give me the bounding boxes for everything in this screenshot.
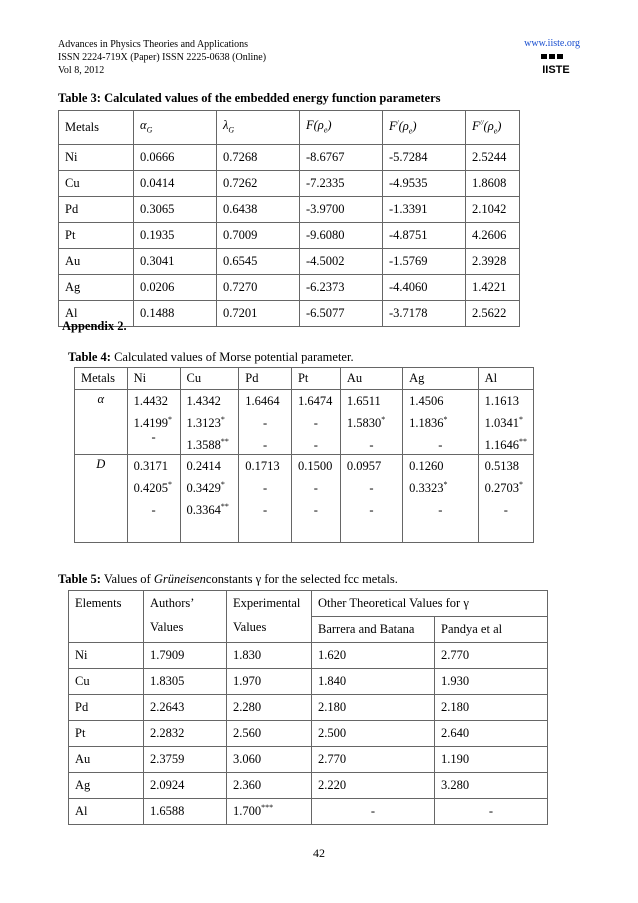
table3-cell: Al [59,300,134,326]
table5-cell: Pd [69,695,144,721]
table4-d-ni: 0.3171 0.4205* - [127,455,180,543]
table3-cell: Pt [59,222,134,248]
table3-h-f: $F(\rho_e)$ [300,111,383,145]
table5-cell: 2.280 [227,695,312,721]
table5-cell: 1.620 [312,643,435,669]
table3-h-metals: Metals [59,111,134,145]
table3-cell: 2.5622 [466,300,520,326]
table4-d-ag: 0.1260 0.3323* - [403,455,479,543]
table5-cell: 3.060 [227,747,312,773]
table3-cell: 0.0206 [134,274,217,300]
table3-cell: 1.8608 [466,170,520,196]
table4-d-pd: 0.1713 - - [239,455,292,543]
volume-line: Vol 8, 2012 [58,65,105,76]
table-row [69,721,548,747]
table4-alpha-au: 1.6511 1.5830* - [340,390,402,455]
table3-cell: Ni [59,144,134,170]
table3-cell: 0.3041 [134,248,217,274]
table3-cell: -4.5002 [300,248,383,274]
table3-cell: -4.4060 [383,274,466,300]
table-row [69,695,548,721]
table5-cell: Ni [69,643,144,669]
table5-h-barrera: Barrera and Batana [312,617,435,643]
table4-header-row [75,368,534,390]
table5-caption: Table 5: Values of Grüneisenconstants γ for the selected fcc metals. [58,572,398,586]
table5-cell: 3.280 [435,773,548,799]
journal-name: Advances in Physics Theories and Applications [58,39,249,50]
table3-cell: 0.7262 [217,170,300,196]
table5-cell: 2.560 [227,721,312,747]
table3-cell: -7.2335 [300,170,383,196]
table4-d-cu: 0.2414 0.3429* 0.3364** [180,455,239,543]
table3-cell: 0.1935 [134,222,217,248]
table5 [68,590,548,825]
table3-cell: 2.5244 [466,144,520,170]
table3-cell: 2.3928 [466,248,520,274]
table3-h-lambda: $\lambda_G$ [217,111,300,145]
table5-h-elements: Elements [69,591,144,643]
table5-cell: - [312,799,435,825]
table3-h-f2: $F^{//}(\rho_e)$ [466,111,520,145]
table5-cell: Au [69,747,144,773]
logo-text: IISTE [542,64,570,75]
table4-alpha-al: 1.1613 1.0341* 1.1646** [478,390,533,455]
table-row [59,300,520,326]
table3-cell: -9.6080 [300,222,383,248]
table-row [59,144,520,170]
table3-cell: -1.3391 [383,196,466,222]
table4-h-pd: Pd [239,368,292,390]
table5-cell: 2.2832 [144,721,227,747]
table3-caption: Table 3: Calculated values of the embedded energy function parameters [58,91,441,105]
table3-cell: Ag [59,274,134,300]
table3-cell: -6.5077 [300,300,383,326]
table5-cell: 2.180 [435,695,548,721]
table5-h-authors: Authors’ Values [144,591,227,643]
table5-cell: 2.640 [435,721,548,747]
table4-alpha-pt: 1.6474 - - [291,390,340,455]
table4-h-au: Au [340,368,402,390]
table5-cell: 2.180 [312,695,435,721]
table3-cell: 0.1488 [134,300,217,326]
table5-cell: - [435,799,548,825]
table-row [59,170,520,196]
triple-star-note: *** [261,802,274,812]
table3-cell: -3.9700 [300,196,383,222]
table-row [59,248,520,274]
table5-cell: 1.190 [435,747,548,773]
table4-alpha-symbol: α [75,390,128,455]
table3-cell: -8.6767 [300,144,383,170]
table5-cell: 2.360 [227,773,312,799]
table5-cell: 2.0924 [144,773,227,799]
table3-cell: 0.0414 [134,170,217,196]
table5-h-pandya: Pandya et al [435,617,548,643]
table3-cell: 2.1042 [466,196,520,222]
table-row [69,799,548,825]
table4-d-al: 0.5138 0.2703* - [478,455,533,543]
table4-alpha-ag: 1.4506 1.1836* - [403,390,479,455]
table5-cell: 1.970 [227,669,312,695]
table3-cell: Cu [59,170,134,196]
table5-cell: Cu [69,669,144,695]
table3-h-f1: $F^/(\rho_e)$ [383,111,466,145]
table5-h-other: Other Theoretical Values for γ [312,591,548,617]
table3-header-row [59,111,520,145]
table5-cell: 1.840 [312,669,435,695]
table3-cell: 0.7009 [217,222,300,248]
table3-cell: -5.7284 [383,144,466,170]
table5-header-row-1 [69,591,548,617]
table5-cell: Pt [69,721,144,747]
table5-cell: 2.770 [312,747,435,773]
table5-cell: 1.830 [227,643,312,669]
table3-cell: 1.4221 [466,274,520,300]
table5-cell: 1.700*** [227,799,312,825]
table4-d-row [75,455,534,543]
table4-h-al: Al [478,368,533,390]
appendix-heading: Appendix 2. [62,319,127,333]
table4-h-ag: Ag [403,368,479,390]
table3-cell: -1.5769 [383,248,466,274]
table3-cell: -4.8751 [383,222,466,248]
table4-alpha-cu: 1.4342 1.3123* 1.3588** [180,390,239,455]
table5-h-experimental: Experimental Values [227,591,312,643]
table3-cell: Pd [59,196,134,222]
table-row [69,669,548,695]
table4-caption: Table 4: Calculated values of Morse potential parameter. [68,350,354,364]
table3-cell: -6.2373 [300,274,383,300]
table3 [58,110,520,327]
table5-cell: 2.770 [435,643,548,669]
table4-alpha-ni: 1.4432 1.4199* - [127,390,180,455]
table4-h-cu: Cu [180,368,239,390]
table3-cell: 0.7270 [217,274,300,300]
table4-d-pt: 0.1500 - - [291,455,340,543]
table3-body [59,144,520,326]
table4-h-ni: Ni [127,368,180,390]
journal-url[interactable]: www.iiste.org [524,38,580,49]
table5-cell: 2.220 [312,773,435,799]
table-row [59,274,520,300]
table4-d-au: 0.0957 - - [340,455,402,543]
table4 [74,367,534,543]
page-number: 42 [313,846,325,860]
table3-cell: -4.9535 [383,170,466,196]
iiste-logo [537,53,575,75]
table5-cell: Al [69,799,144,825]
table3-cell: 0.0666 [134,144,217,170]
table-row [69,747,548,773]
table5-cell: 2.3759 [144,747,227,773]
table4-h-pt: Pt [291,368,340,390]
table-row [59,196,520,222]
table3-cell: 0.6438 [217,196,300,222]
table3-cell: 0.7268 [217,144,300,170]
table3-cell: 0.6545 [217,248,300,274]
table-row [69,773,548,799]
table5-cell: 2.500 [312,721,435,747]
table5-cell: 2.2643 [144,695,227,721]
table4-alpha-row [75,390,534,455]
table5-body [69,643,548,825]
table4-h-metals: Metals [75,368,128,390]
table5-cell: 1.6588 [144,799,227,825]
table3-cell: 0.3065 [134,196,217,222]
table5-cell: Ag [69,773,144,799]
table3-cell: 0.7201 [217,300,300,326]
table3-h-alpha: $\alpha_G$ [134,111,217,145]
table5-cell: 1.8305 [144,669,227,695]
table-row [59,222,520,248]
table3-cell: Au [59,248,134,274]
table5-cell: 1.930 [435,669,548,695]
table-row [69,643,548,669]
table5-cell: 1.7909 [144,643,227,669]
issn-line: ISSN 2224-719X (Paper) ISSN 2225-0638 (Online) [58,52,267,63]
table3-cell: 4.2606 [466,222,520,248]
table4-alpha-pd: 1.6464 - - [239,390,292,455]
table3-cell: -3.7178 [383,300,466,326]
table4-d-symbol: D [75,455,128,543]
